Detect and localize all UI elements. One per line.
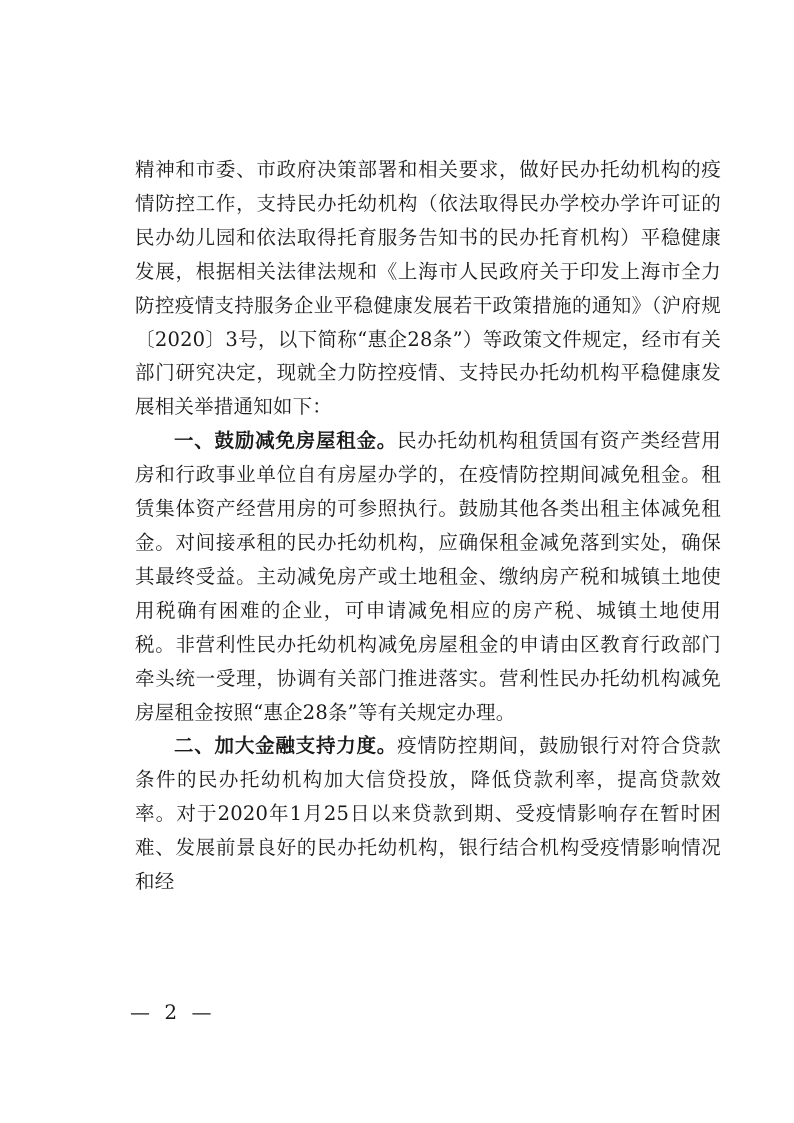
- paragraph-text: 疫情防控期间，鼓励银行对符合贷款条件的民办托幼机构加大信贷投放，降低贷款利率，提高贷款效率。对于2020年1月25日以来贷款到期、受疫情影响存在暂时困难、发展前景良好的民办托幼机构，银行结合机构受疫情影响情况和经: [135, 734, 722, 894]
- document-body: [135, 153, 721, 899]
- page-number: — 2 —: [130, 1000, 216, 1024]
- paragraph-text: 精神和市委、市政府决策部署和相关要求，做好民办托幼机构的疫情防控工作，支持民办托幼机构（依法取得民办学校办学许可证的民办幼儿园和依法取得托育服务告知书的民办托育机构）平稳健康发展，根据相关法律法规和《上海市人民政府关于印发上海市全力防控疫情支持服务企业平稳健康发展若干政策措施的通知》（沪府规〔2020〕3号，以下简称“惠企28条”）等政策文件规定，经市有关部门研究决定，现就全力防控疫情、支持民办托幼机构平稳健康发展相关举措通知如下：: [135, 158, 721, 419]
- section-1-paragraph: [135, 424, 721, 729]
- paragraph-text: 民办托幼机构租赁国有资产类经营用房和行政事业单位自有房屋办学的，在疫情防控期间减免租金。租赁集体资产经营用房的可参照执行。鼓励其他各类出租主体减免租金。对间接承租的民办托幼机构，应确保租金减免落到实处，确保其最终受益。主动减免房产或土地租金、缴纳房产税和城镇土地使用税确有困难的企业，可申请减免相应的房产税、城镇土地使用税。非营利性民办托幼机构减免房屋租金的申请由区教育行政部门牵头统一受理，协调有关部门推进落实。营利性民办托幼机构减免房屋租金按照“惠企28条”等有关规定办理。: [135, 429, 722, 724]
- intro-paragraph: [135, 153, 721, 424]
- section-2-paragraph: [135, 729, 721, 899]
- section-2-heading: 二、加大金融支持力度。: [174, 734, 398, 758]
- section-1-heading: 一、鼓励减免房屋租金。: [174, 429, 398, 453]
